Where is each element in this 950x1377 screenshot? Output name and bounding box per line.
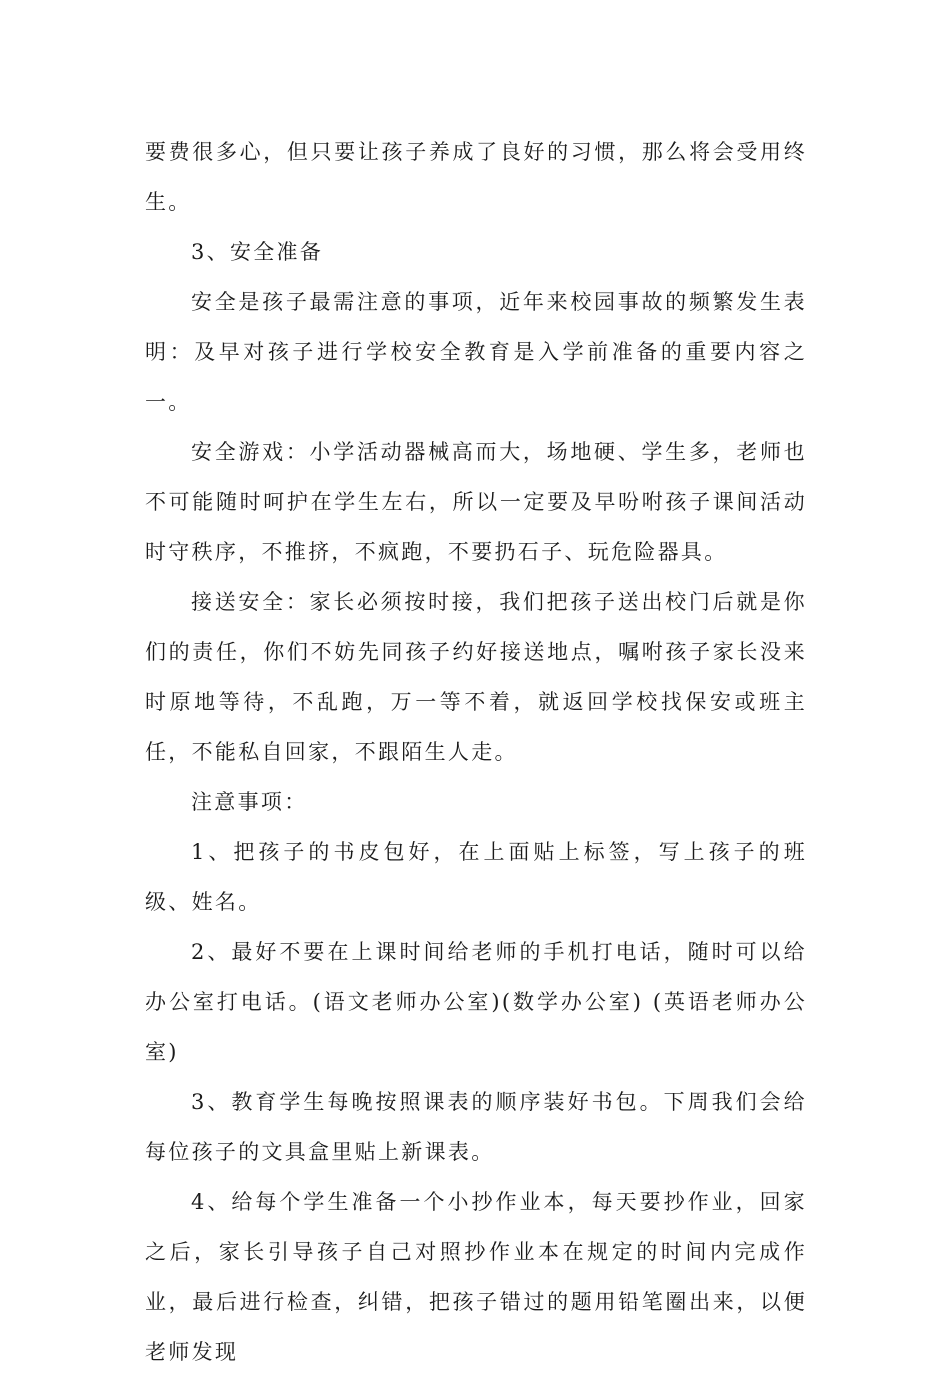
section-heading-safety-prep: 3、安全准备 [191, 240, 324, 264]
paragraph-safety-intro: 安全是孩子最需注意的事项，近年来校园事故的频繁发生表明：及早对孩子进行学校安全教育是入学前准备的重要内容之一。 [145, 290, 807, 414]
list-item-note-3: 3、教育学生每晚按照课表的顺序装好书包。下周我们会给每位孩子的文具盒里贴上新课表。 [145, 1090, 807, 1164]
document-body [145, 127, 807, 1377]
paragraph-pickup-safety: 接送安全：家长必须按时接，我们把孩子送出校门后就是你们的责任，你们不妨先同孩子约好接送地点，嘱咐孩子家长没来时原地等待，不乱跑，万一等不着，就返回学校找保安或班主任，不能私自回家，不跟陌生人走。 [145, 590, 807, 764]
list-item-note-4: 4、给每个学生准备一个小抄作业本，每天要抄作业，回家之后，家长引导孩子自己对照抄作业本在规定的时间内完成作业，最后进行检查，纠错，把孩子错过的题用铅笔圈出来，以便老师发现 [145, 1190, 807, 1364]
paragraph-safe-games: 安全游戏：小学活动器械高而大，场地硬、学生多，老师也不可能随时呵护在学生左右，所以一定要及早吩咐孩子课间活动时守秩序，不推挤，不疯跑，不要扔石子、玩危险器具。 [145, 440, 807, 564]
heading-notes: 注意事项： [191, 790, 308, 814]
paragraph-continuation: 要费很多心，但只要让孩子养成了良好的习惯，那么将会受用终生。 [145, 140, 807, 214]
list-item-note-1: 1、把孩子的书皮包好，在上面贴上标签，写上孩子的班级、姓名。 [145, 840, 807, 914]
list-item-note-2: 2、最好不要在上课时间给老师的手机打电话，随时可以给办公室打电话。(语文老师办公室)(数学办公室) (英语老师办公室) [145, 940, 807, 1064]
